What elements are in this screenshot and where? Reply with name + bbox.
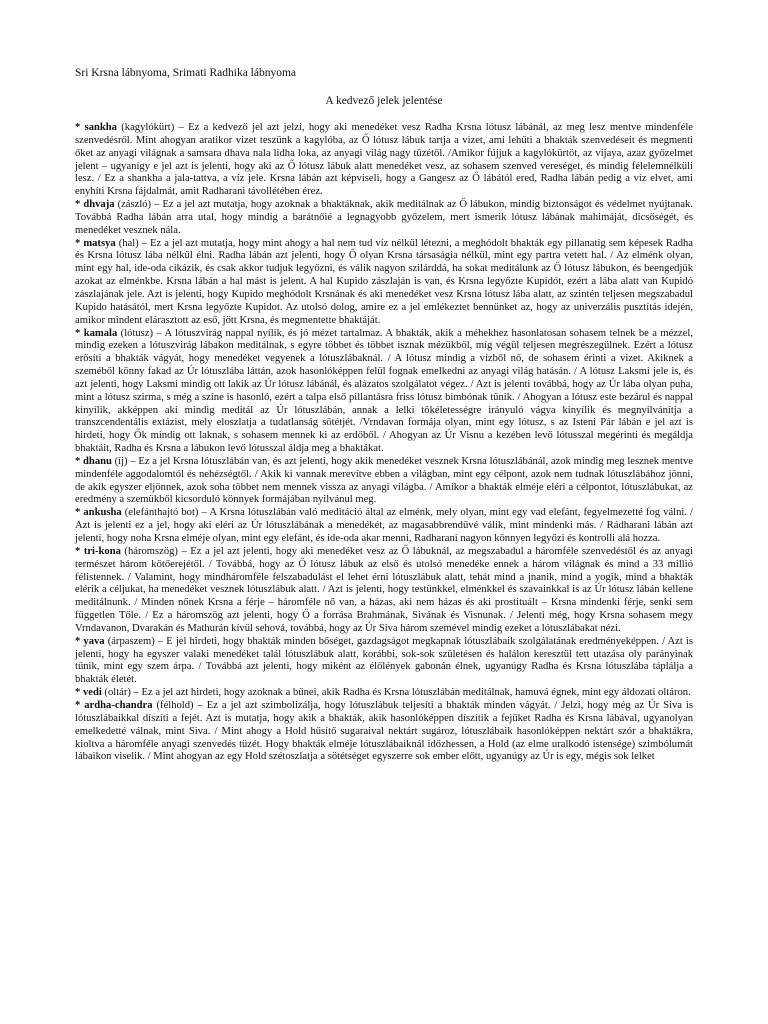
entry-text: (háromszög) – Ez a jel azt jelenti, hogy aki menedéket vesz az Ő lábuknál, az megszabadul a háromféle szenvedéstől és az anyagi természet három kötőerejétől. / Továbbá, hogy az Ő lótusz lábuk az első és utolsó menedéke ennek a három világnak és mind a 33 millió félistennek. / Valamint, hogy mindháromféle felszabadulást el lehet érni lótuszlábuk alatt, tehát mind a jnanik, mind a yogik, mind a bhakták elérik a céljukat, ha menedéket vesznek lótuszlábuk alatt. / Azt is jelenti, hogy testünkkel, elménkkel és szavainkkal is az Úr lótusz lábán kellene meditálnunk. / Minden nőnek Krsna a férje – háromféle nő van, a házas, aki nem házas és aki prostituált – Krsna mindenki férje, senki sem független Tőle. / Ez a háromszög azt jelenti, hogy Ő a forrása Brahmának, Sivának és Visnunak. / Jelenti még, hogy Krsna sohasem megy Vrndavanon, Dvarakán és Mathurán kívül sehová, továbbá, hogy az Úr Siva három szemével mindig ezeket a lótuszlábakat nézi. [75,545,693,634]
entry-key: * ankusha [75,507,122,519]
entry-tri-kona [75,546,693,636]
document-body [75,122,693,764]
entry-key: * matsya [75,237,116,249]
entry-key: * yava [75,635,105,647]
document-header: Sri Krsna lábnyoma, Srimati Radhika lábnyoma [75,67,297,79]
document-page [75,66,693,764]
entry-ardha-chandra [75,700,693,764]
entry-text: (lótusz) – A lótuszvirág nappal nyílik, és jó mézet tartalmaz. A bhakták, akik a méhekhez hasonlatosan sohasem telnek be a mézzel, mindig ezeken a lótuszvirág lábakon meditálnak, s egyre többet és többet isznak mézükből, míg végül teljesen megrészegülnek. Ezért a lótusz erősíti a bhakták vágyát, hogy menedéket vegyenek a lótuszlábaknál. / A lótusz mindig a vízből nő, de sohasem érinti a vizet. Akiknek a szeméből könny fakad az Úr lótuszlába láttán, azok hasonlóképpen felül fognak emelkedni az anyagi világ hatásán. / A lótusz Laksmi jele is, és azt jelenti, hogy Laksmi mindig ott lakik az Úr lótusz lábánál, és alázatos szolgálatot végez. / Azt is jelenti továbbá, hogy az Úr lába olyan puha, mint a lótusz szirma, s még a színe is hasonló, ezért a talpa első pillantásra friss lótusz bimbónak tűnik. / Ahogyan a lótusz este bezárul és nappal kinyílik, akképpen aki mindig meditál az Úr lótuszlábán, annak a lelki tökéletességre irányuló vágya kinyílik és megnyilvánítja a transzcendentális extázist, mely eloszlatja a tudatlanság sötétjét. /Vrndavan formája olyan, mint egy lótusz, s az Isteni Pár lábán e jel azt is hirdeti, hogy Ők mindig ott laknak, s sohasem mennek ki az erdőből. / Ahogyan az Úr Visnu a kezében levő lótusszal megérinti és megáldja bhaktáit, Radha és Krsna a lábukon levő lótusszal áldja meg a bhaktákat. [75,327,693,455]
entry-text: (íj) – Ez a jel Krsna lótuszlábán van, és azt jelenti, hogy akik menedéket vesznek Krsna lótuszlábánál, azok mindig meg lesznek mentve mindenféle aggodalomtól és nehézségtől. / Akik ki vannak merevítve ebben a világban, mint egy célpont, azok nem tudnak lótuszlábához jönni, de akik egyszer eljönnek, azok soha többet nem mennek vissza az anyagi világba. / Amikor a bhakták elméje eléri a célpontot, lótuszlábukat, az eredmény a szemükből kicsorduló könnyek formájában nyilvánul meg. [75,455,693,506]
entry-dhvaja [75,199,693,238]
entry-text: (árpaszem) – E jel hirdeti, hogy bhakták minden bőséget, gazdagságot megkapnak lótuszlábaik szolgálatának eredményeképpen. / Azt is jelenti, hogy ha egyszer valaki menedéket talál lótuszlábuk alatt, korábbi, sok-sok születésen és halálon keresztül tett utazása oly parányinak tűnik, mint egy szem árpa. / Továbbá azt jelenti, hogy miként az élőlények gabonán élnek, ugyanúgy Radha és Krsna lótuszlába táplálja a bhakták életét. [75,635,693,686]
entry-key: * dhvaja [75,199,115,211]
entry-kamala [75,328,693,456]
entry-yava [75,636,693,687]
entry-key: * kamala [75,327,118,339]
entry-text: (hal) – Ez a jel azt mutatja, hogy mint ahogy a hal nem tud víz nélkül létezni, a meghódolt bhakták egy pillanatig sem képesek Radha és Krsna lótusz lába nélkül élni. Radha lábán azt jelenti, hogy Ő olyan Krsna társaságia nélkül, mint egy partra vetett hal. / Az elménk olyan, mint egy hal, ide-oda cikázik, és csak akkor tudjuk legyőzni, és válik nagyon szilárddá, ha sokat meditálunk az Ő lótusz lábukon, és beengedjük azokat az elménkbe. Krsna lábán a hal mást is jelent. A hal Kupido zászlaján is van, és Krsna legyőzte Kupidót, ezért a lába alatt van Kupidó zászlajának jele. Azt is jelenti, hogy Kupido meghódolt Krsnának és aki menedéket vesz Krsna lótusz lába alatt, az szintén teljesen megszabadul Kupido hatásától, mert Krsna legyőzte Kupidot. Az utolsó dolog, amire ez a jel emlékeztet bennünket az, hogy az univerzális pusztítás idején, amikor mindent elárasztott az eső, jött Krsna, és megmentette bhaktáját. [75,237,693,326]
entry-key: * vedi [75,687,102,699]
entry-key: * tri-kona [75,545,121,557]
document-title: A kedvező jelek jelentése [325,95,443,107]
entry-ankusha [75,507,693,546]
entry-key: * ardha-chandra [75,699,153,711]
entry-text: (oltár) – Ez a jel azt hirdeti, hogy azoknak a bűnei, akik Radha és Krsna lótuszlábán meditálnak, hamuvá égnek, mint egy áldozati oltáron. [101,687,691,699]
entry-text: (félhold) – Ez a jel azt szimbolizálja, hogy lótuszlábuk teljesíti a bhakták minden vágyát. / Jelzi, hogy még az Úr Siva is lótuszlábaikkal díszíti a fejét. Azt is mutatja, hogy akik a bhakták, akik hasonlóképpen díszítik a fejüket Radha és Krsna lábával, ugyanolyan emelkedetté válnak, mint Siva. / Mint ahogy a Hold hűsítő sugaraival nektárt sugároz, lótuszlábaik hasonlóképpen nektárt szór a bhaktákra, kioltva a háromféle anyagi szenvedés tüzét. Hogy bhakták elméje lótuszlábaiknál időzhessen, a Hold (az elme uralkodó istensége) szimbólumát lábaikon viselik. / Mint ahogyan az egy Hold szétoszlatja a sötétséget egyszerre sok ember előtt, ugyanúgy az Úr is egy, mégis sok lelket [75,699,694,763]
entry-key: * sankha [75,122,117,133]
entry-vedi [75,687,693,700]
entry-text: (kagylókürt) – Ez a kedvező jel azt jelzi, hogy aki menedéket vesz Radha Krsna lótusz lábánál, az meg lesz mentve mindenféle szenvedésről. Mint ahogyan aratikor vizet teszünk a kagylóba, az Ő lótusz lábuk tartja a vizet, ami lehűti a bhakták szenvedéseit és megmenti őket az anyagi világnak a samsara dhava nala lidha loka, az anyagi világ nagy tüzétől. /Amikor fújjuk a kagylókürtöt, az vijaya, azaz győzelmet jelent – ugyanígy e jel azt is jelenti, hogy aki az Ő lótusz lábuk alatt menedéket vesz, az sohasem szenved vereséget, és mindig félelemnélküli lesz. / Ez a shankha a jala-tattva, a víz jele. Krsna lábán azt képviseli, hogy a Gangesz az Ő lábától ered, Radha lábán pedig a víz elvet, ami enyhíti Krsna fájdalmát, amit Radharani távollétében érez. [75,122,693,198]
entry-matsya [75,238,693,328]
entry-key: * dhanu [75,455,112,467]
entry-text: (elefánthajtó bot) – A Krsna lótuszlábán való meditáció által az elménk, mely olyan, mint egy vad elefánt, fegyelmezetté fog válni. / Azt is jelenti ez a jel, hogy aki eléri az Úr lótuszlábának a menedékét, az magasabbrendűvé válik, mint mindenki más. / Rádharani lábán azt jelenti, hogy noha Krsna elméje olyan, mint egy elefánt, és ide-oda akar menni, Radharani nagyon könnyen legyőzi és kontrolli alá hozza. [75,507,694,544]
entry-dhanu [75,456,693,507]
entry-text: (zászló) – Ez a jel azt mutatja, hogy azoknak a bhaktáknak, akik meditálnak az Ő lábukon, mindig biztonságot és védelmet nyújtanak. Továbbá Radha lábán arra utal, hogy mindig a barátnőié a legnagyobb győzelem, mert ismerik lótusz lábának mahimáját, dicsőségét, és menedéket vesznek nála. [75,199,693,236]
entry-sankha [75,122,693,199]
